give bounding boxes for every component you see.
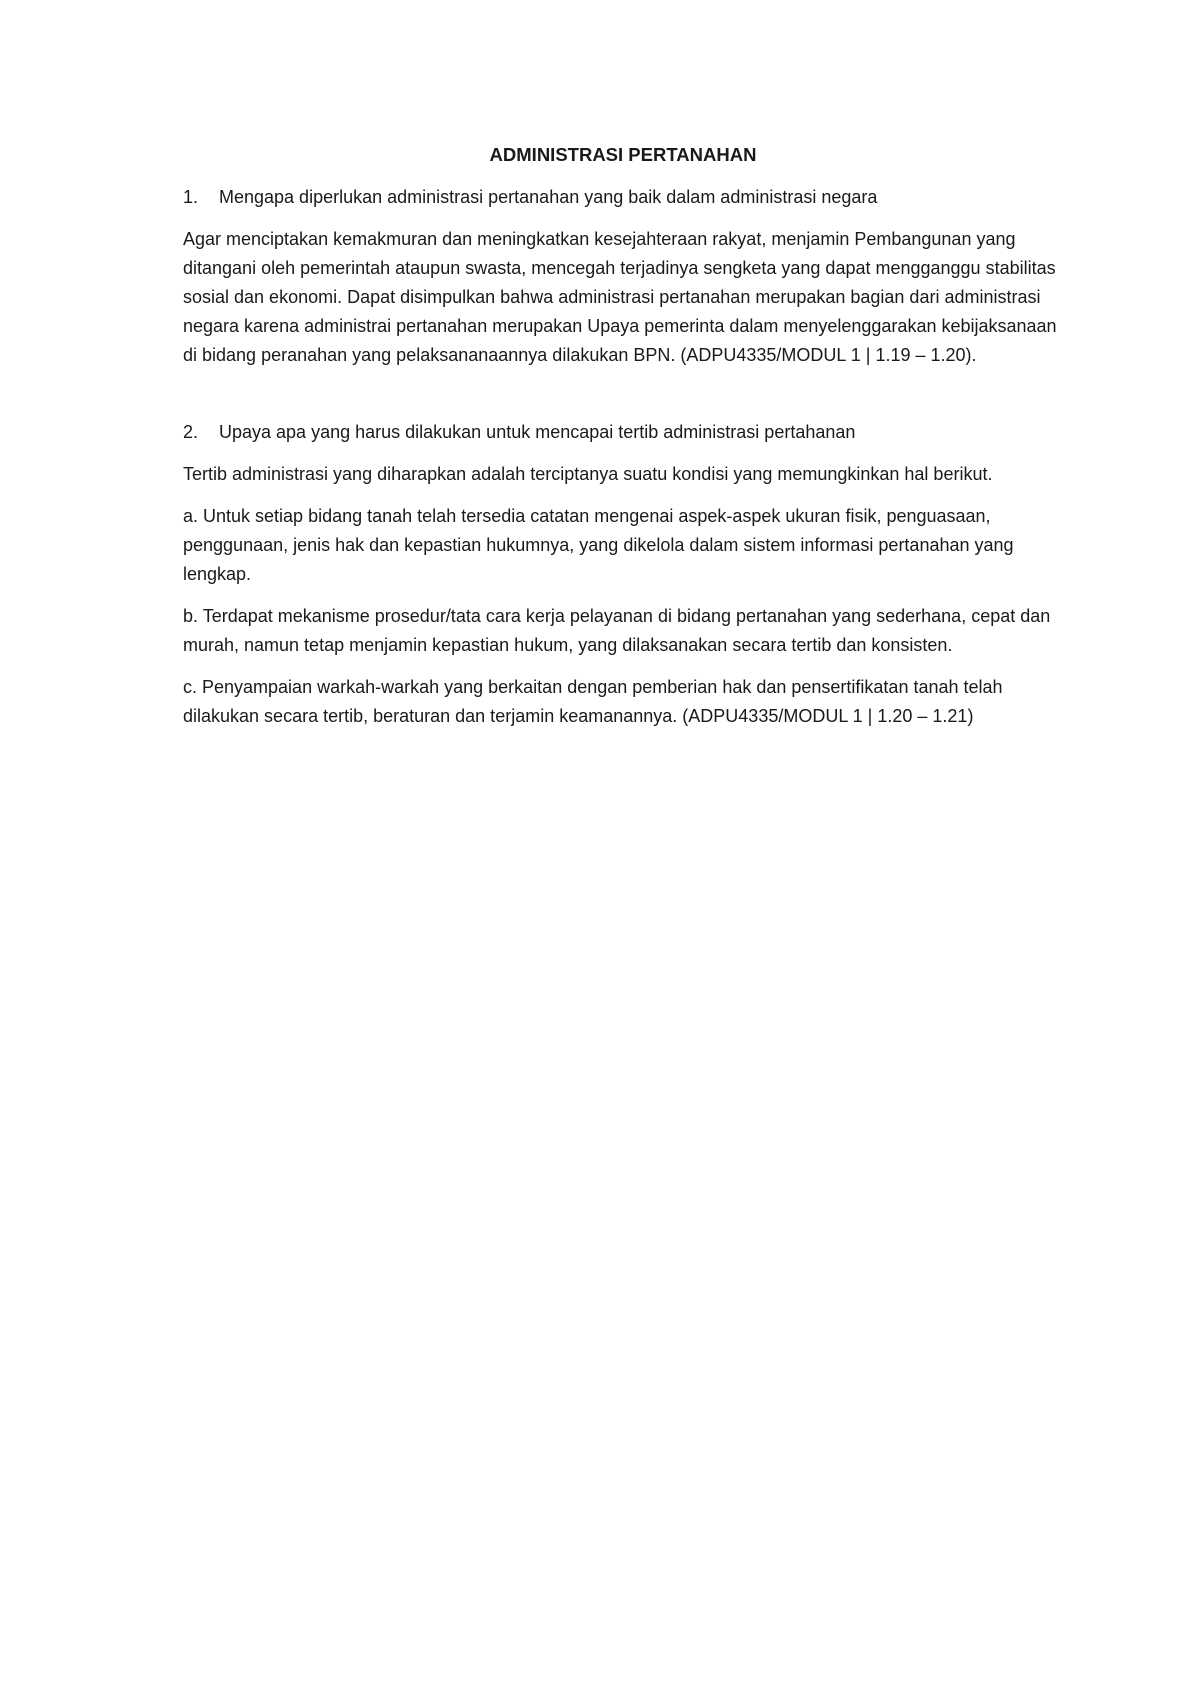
answer-2-intro: Tertib administrasi yang diharapkan adalah terciptanya suatu kondisi yang memungkinkan hal berikut. — [183, 464, 993, 484]
answer-2-point-b: b. Terdapat mekanisme prosedur/tata cara kerja pelayanan di bidang pertanahan yang sederhana, cepat dan murah, namun tetap menjamin kepastian hukum, yang dilaksanakan secara tertib dan konsisten. — [183, 606, 1051, 655]
question-1-text: Mengapa diperlukan administrasi pertanahan yang baik dalam administrasi negara — [219, 187, 878, 207]
question-2 — [183, 418, 1063, 447]
section-spacer — [183, 383, 1063, 418]
answer-2-point-a: a. Untuk setiap bidang tanah telah tersedia catatan mengenai aspek-aspek ukuran fisik, penguasaan, penggunaan, jenis hak dan kepastian hukumnya, yang dikelola dalam sistem informasi pertanahan yang lengkap. — [183, 506, 1014, 584]
answer-2-point-c: c. Penyampaian warkah-warkah yang berkaitan dengan pemberian hak dan pensertifikatan tanah telah dilakukan secara tertib, beraturan dan terjamin keamanannya. (ADPU4335/MODUL 1 | 1.20 – 1.21) — [183, 677, 1003, 726]
answer-1-paragraph: Agar menciptakan kemakmuran dan meningkatkan kesejahteraan rakyat, menjamin Pembangunan yang ditangani oleh pemerintah ataupun swasta, mencegah terjadinya sengketa yang dapat mengganggu stabilitas sosial dan ekonomi. Dapat disimpulkan bahwa administrasi pertanahan merupakan bagian dari administrasi negara karena administrai pertanahan merupakan Upaya pemerinta dalam menyelenggarakan kebijaksanaan di bidang peranahan yang pelaksananaannya dilakukan BPN. (ADPU4335/MODUL 1 | 1.19 – 1.20). — [183, 229, 1057, 365]
question-2-number: 2. — [183, 422, 199, 442]
document-body — [183, 140, 1063, 744]
question-2-text: Upaya apa yang harus dilakukan untuk mencapai tertib administrasi pertahanan — [219, 422, 856, 442]
document-title: ADMINISTRASI PERTANAHAN — [489, 144, 757, 165]
question-1 — [183, 183, 1063, 212]
question-1-number: 1. — [183, 187, 199, 207]
